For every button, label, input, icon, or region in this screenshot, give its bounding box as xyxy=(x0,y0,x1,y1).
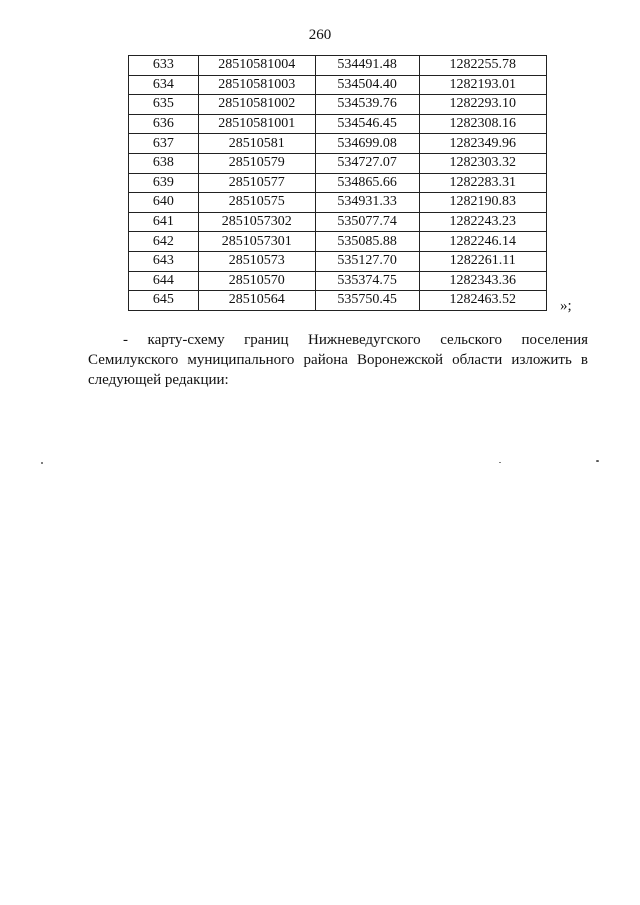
cadastral-id-cell: 28510581003 xyxy=(198,75,315,95)
coordinates-table xyxy=(128,55,547,311)
table-row xyxy=(129,232,547,252)
cadastral-id-cell: 28510577 xyxy=(198,173,315,193)
point-number-cell: 642 xyxy=(129,232,199,252)
table-row xyxy=(129,212,547,232)
x-coordinate-cell: 534539.76 xyxy=(315,95,419,115)
point-number-cell: 643 xyxy=(129,251,199,271)
cadastral-id-cell: 28510575 xyxy=(198,193,315,213)
y-coordinate-cell: 1282283.31 xyxy=(419,173,546,193)
cadastral-id-cell: 28510579 xyxy=(198,153,315,173)
point-number-cell: 644 xyxy=(129,271,199,291)
amendment-paragraph-text: - карту-схему границ Нижневедугского сельского поселения Семилукского муниципального района Воронежской области изложить в следующей редакции: xyxy=(88,332,588,388)
table-row xyxy=(129,56,547,76)
x-coordinate-cell: 534504.40 xyxy=(315,75,419,95)
x-coordinate-cell: 534727.07 xyxy=(315,153,419,173)
scan-speck xyxy=(41,462,43,464)
point-number-cell: 636 xyxy=(129,114,199,134)
x-coordinate-cell: 534491.48 xyxy=(315,56,419,76)
cadastral-id-cell: 28510581004 xyxy=(198,56,315,76)
y-coordinate-cell: 1282193.01 xyxy=(419,75,546,95)
table-row xyxy=(129,153,547,173)
cadastral-id-cell: 28510570 xyxy=(198,271,315,291)
cadastral-id-cell: 28510581001 xyxy=(198,114,315,134)
table-row xyxy=(129,193,547,213)
cadastral-id-cell: 28510573 xyxy=(198,251,315,271)
cadastral-id-cell: 28510564 xyxy=(198,291,315,311)
cadastral-id-cell: 28510581 xyxy=(198,134,315,154)
y-coordinate-cell: 1282308.16 xyxy=(419,114,546,134)
y-coordinate-cell: 1282463.52 xyxy=(419,291,546,311)
coordinates-table-body xyxy=(129,56,547,311)
x-coordinate-cell: 535127.70 xyxy=(315,251,419,271)
page-number: 260 xyxy=(308,27,332,43)
x-coordinate-cell: 535374.75 xyxy=(315,271,419,291)
table-row xyxy=(129,134,547,154)
table-row xyxy=(129,95,547,115)
y-coordinate-cell: 1282343.36 xyxy=(419,271,546,291)
point-number-cell: 633 xyxy=(129,56,199,76)
x-coordinate-cell: 534931.33 xyxy=(315,193,419,213)
scan-speck xyxy=(499,462,501,463)
y-coordinate-cell: 1282255.78 xyxy=(419,56,546,76)
point-number-cell: 640 xyxy=(129,193,199,213)
scan-speck xyxy=(596,460,599,462)
point-number-cell: 639 xyxy=(129,173,199,193)
x-coordinate-cell: 534699.08 xyxy=(315,134,419,154)
point-number-cell: 637 xyxy=(129,134,199,154)
cadastral-id-cell: 2851057302 xyxy=(198,212,315,232)
point-number-cell: 645 xyxy=(129,291,199,311)
table-row xyxy=(129,114,547,134)
x-coordinate-cell: 535750.45 xyxy=(315,291,419,311)
y-coordinate-cell: 1282190.83 xyxy=(419,193,546,213)
point-number-cell: 638 xyxy=(129,153,199,173)
table-row xyxy=(129,291,547,311)
x-coordinate-cell: 535085.88 xyxy=(315,232,419,252)
y-coordinate-cell: 1282303.32 xyxy=(419,153,546,173)
amendment-paragraph xyxy=(88,330,588,390)
cadastral-id-cell: 2851057301 xyxy=(198,232,315,252)
y-coordinate-cell: 1282349.96 xyxy=(419,134,546,154)
table-row xyxy=(129,251,547,271)
y-coordinate-cell: 1282261.11 xyxy=(419,251,546,271)
point-number-cell: 641 xyxy=(129,212,199,232)
x-coordinate-cell: 534865.66 xyxy=(315,173,419,193)
table-row xyxy=(129,173,547,193)
x-coordinate-cell: 535077.74 xyxy=(315,212,419,232)
x-coordinate-cell: 534546.45 xyxy=(315,114,419,134)
y-coordinate-cell: 1282293.10 xyxy=(419,95,546,115)
closing-quote: »; xyxy=(560,298,572,314)
point-number-cell: 634 xyxy=(129,75,199,95)
y-coordinate-cell: 1282243.23 xyxy=(419,212,546,232)
cadastral-id-cell: 28510581002 xyxy=(198,95,315,115)
table-row xyxy=(129,271,547,291)
point-number-cell: 635 xyxy=(129,95,199,115)
y-coordinate-cell: 1282246.14 xyxy=(419,232,546,252)
table-row xyxy=(129,75,547,95)
